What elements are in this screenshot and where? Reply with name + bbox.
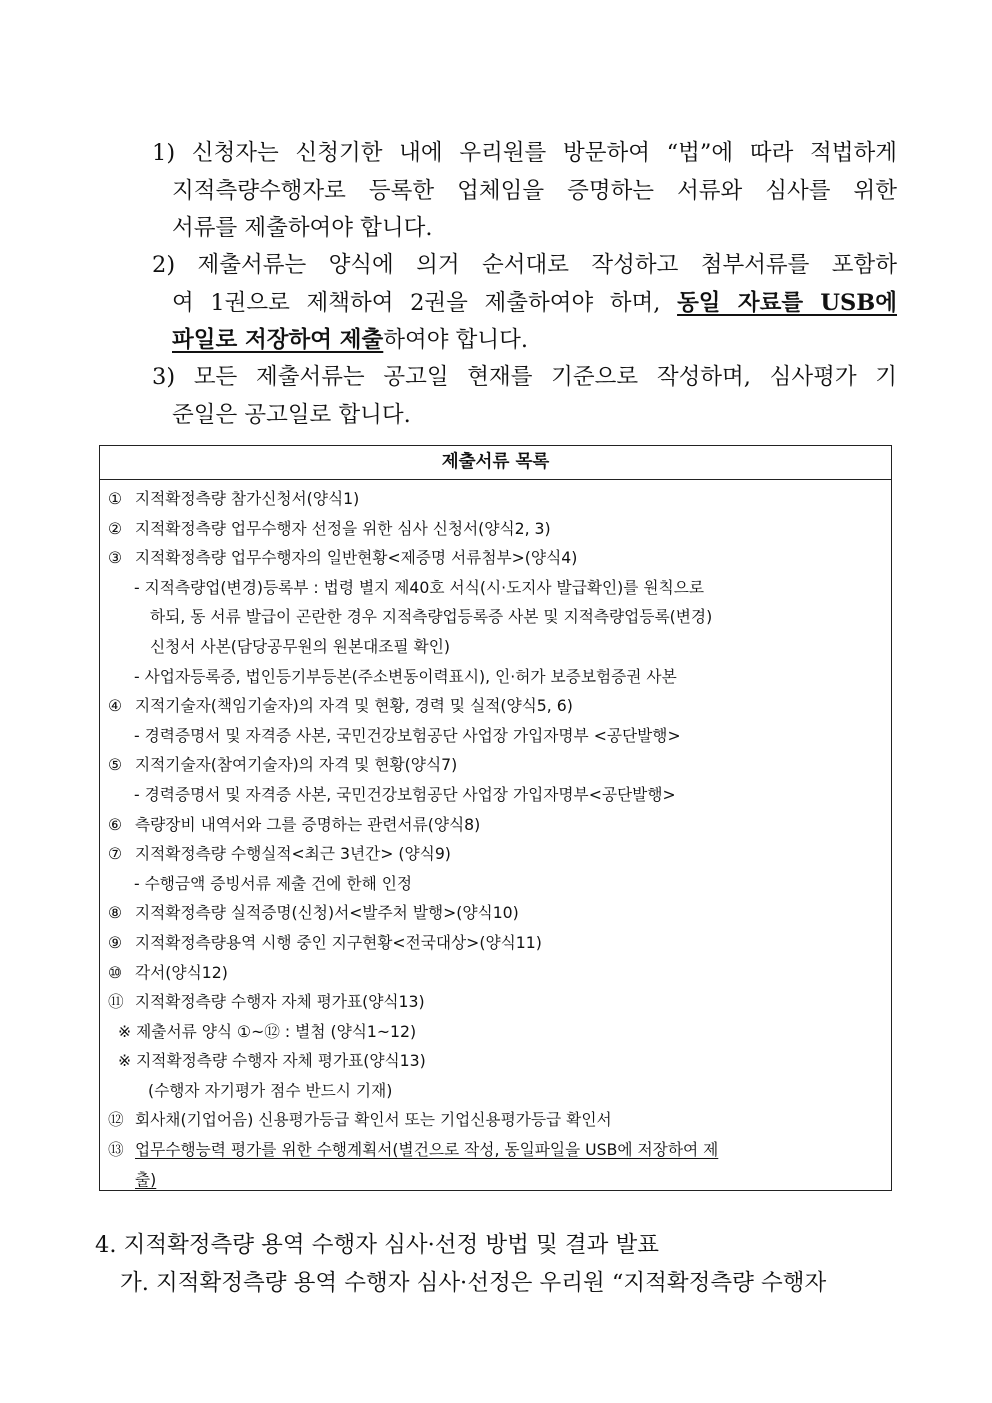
list-item: ① 지적확정측량 참가신청서(양식1) [108,489,360,508]
section-4-item-a: 가. 지적확정측량 용역 수행자 심사·선정은 우리원 “지적확정측량 수행자 [120,1270,827,1296]
paragraph-1-line-3: 서류를 제출하여야 합니다. [172,215,433,241]
list-item-continued: 출) [135,1169,157,1189]
table-body [100,480,891,1194]
paragraph-1-line-2: 지적측량수행자로 등록한 업체임을 증명하는 서류와 심사를 위한 [172,177,897,204]
paragraph-2-line-1: 2) 제출서류는 양식에 의거 순서대로 작성하고 첨부서류를 포함하 [152,252,897,278]
list-subitem-continued: 신청서 사본(담당공무원의 원본대조필 확인) [150,636,450,656]
paragraph-3-line-1: 3) 모든 제출서류는 공고일 현재를 기준으로 작성하며, 심사평가 기 [152,364,898,390]
list-item: ⑫ 회사채(기업어음) 신용평가등급 확인서 또는 기업신용평가등급 확인서 [108,1110,612,1130]
list-item: ④ 지적기술자(책임기술자)의 자격 및 현황, 경력 및 실적(양식5, 6) [108,696,573,716]
list-subitem: - 사업자등록증, 법인등기부등본(주소변동이력표시), 인·허가 보증보험증권 사본 [134,666,677,686]
paragraph-3-line-2: 준일은 공고일로 합니다. [172,401,411,428]
list-item: ⑦ 지적확정측량 수행실적<최근 3년간> (양식9) [108,844,451,864]
list-subitem: - 지적측량업(변경)등록부 : 법령 별지 제40호 서식(시·도지사 발급확인)를 원칙으로 [134,577,705,597]
list-item: ⑬ 업무수행능력 평가를 위한 수행계획서(별건으로 작성, 동일파일을 USB에 저장하여 제 [108,1140,719,1160]
list-subitem: - 경력증명서 및 자격증 사본, 국민건강보험공단 사업장 가입자명부 <공단발행> [134,725,681,745]
list-item: ⑪ 지적확정측량 수행자 자체 평가표(양식13) [108,992,425,1012]
note: ※ 지적확정측량 수행자 자체 평가표(양식13) [118,1051,426,1071]
usb-emphasis-1: 동일 자료를 USB에 [677,289,897,316]
submission-documents-table [99,445,892,1191]
paragraph-2-line-3: 파일로 저장하여 제출하여야 합니다. [172,327,529,353]
list-item: ⑤ 지적기술자(참여기술자)의 자격 및 현황(양식7) [108,755,458,775]
list-subitem: - 수행금액 증빙서류 제출 건에 한해 인정 [134,873,413,893]
note-continued: (수행자 자기평가 점수 반드시 기재) [148,1080,393,1100]
list-item: ③ 지적확정측량 업무수행자의 일반현황<제증명 서류첨부>(양식4) [108,548,578,568]
list-item: ⑨ 지적확정측량용역 시행 중인 지구현황<전국대상>(양식11) [108,932,542,952]
usb-emphasis-2: 파일로 저장하여 제출 [172,327,384,353]
note: ※ 제출서류 양식 ①~⑫ : 별첨 (양식1~12) [118,1021,417,1041]
paragraph-1 [152,135,897,248]
section-4-heading: 4. 지적확정측량 용역 수행자 심사·선정 방법 및 결과 발표 [95,1232,660,1258]
table-title: 제출서류 목록 [100,446,891,480]
paragraph-2 [152,247,897,360]
list-item: ② 지적확정측량 업무수행자 선정을 위한 심사 신청서(양식2, 3) [108,518,551,538]
paragraph-2-line-2: 여 1권으로 제책하여 2권을 제출하여야 하며, 동일 자료를 USB에 [172,289,897,316]
list-subitem-continued: 하되, 동 서류 발급이 곤란한 경우 지적측량업등록증 사본 및 지적측량업등록(변경) [150,607,713,627]
list-item: ⑧ 지적확정측량 실적증명(신청)서<발주처 발행>(양식10) [108,903,519,923]
list-item: ⑥ 측량장비 내역서와 그를 증명하는 관련서류(양식8) [108,814,481,834]
paragraph-3 [152,359,897,434]
paragraph-1-line-1: 1) 신청자는 신청기한 내에 우리원를 방문하여 “법”에 따라 적법하게 [152,140,898,166]
list-subitem: - 경력증명서 및 자격증 사본, 국민건강보험공단 사업장 가입자명부<공단발행> [134,784,676,804]
list-item: ⑩ 각서(양식12) [108,962,228,982]
